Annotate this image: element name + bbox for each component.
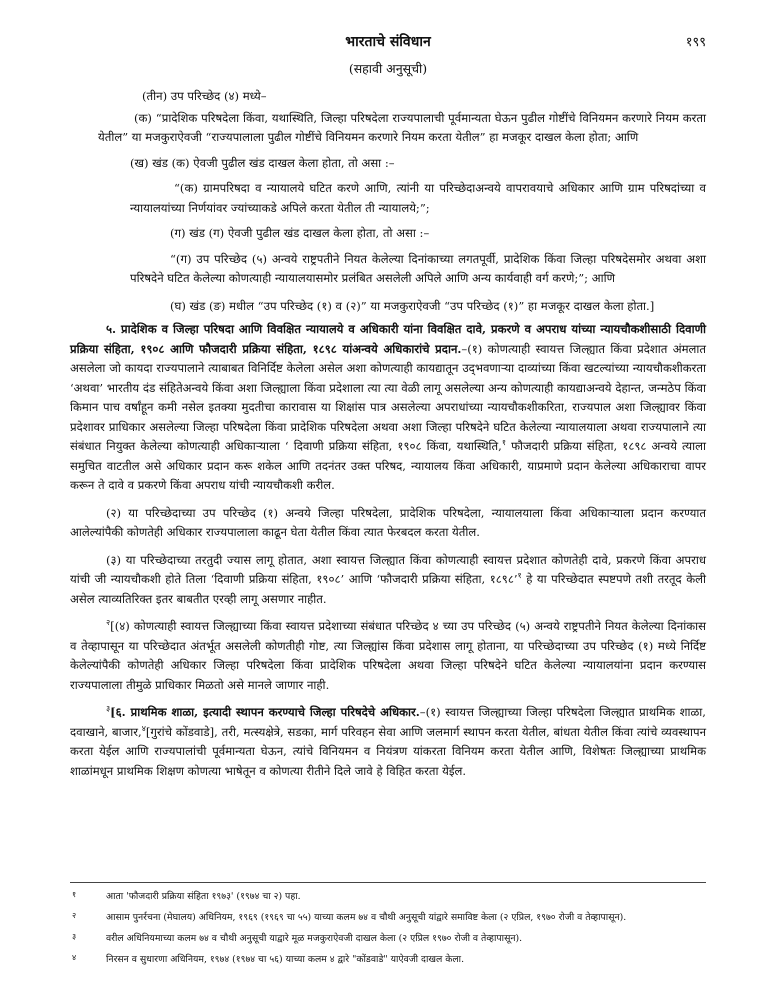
section-5-sub-3-cont: हे या परिच्छेदात स्पष्टपणे तशी तरतूद केली असेल त्याव्यतिरिक्त इतर बाबतीत एरव्ही लागू असणार नाहीत. xyxy=(70,572,706,606)
footnote-number: २ xyxy=(72,911,77,920)
section-5-sub-3-text: (३) या परिच्छेदाच्या तरतुदी ज्यास लागू होतात, अशा स्वायत्त जिल्ह्यात किंवा कोणत्याही स्वायत्त प्रदेशात कोणतेही दावे, प्रकरणे किंवा अपराध यांची जी न्यायचौकशी होते तिला ‘दिवाणी प्रक्रिया संहिता, १९०८’ आणि ‘फौजदारी प्रक्रिया संहिता, १८९८’ xyxy=(70,552,706,586)
quoted-clause-a: “(क) ग्रामपरिषदा व न्यायालये घटित करणे आणि, त्यांनी या परिच्छेदाअन्वये वापरावयाचे अधिकार आणि ग्राम परिषदांच्या व न्यायालयांच्या निर्णयांवर ज्यांच्याकडे अपिले करता येतील ती न्यायालये;”; xyxy=(130,181,706,215)
footnote-text: आता 'फौजदारी प्रक्रिया संहिता १९७३' (१९७४ चा २) पहा. xyxy=(106,891,301,902)
footnote xyxy=(70,932,706,945)
section-5-body: –(१) कोणत्याही स्वायत्त जिल्ह्यात किंवा प्रदेशात अंमलात असलेला जो कायदा राज्यपालाने त्याबाबत विनिर्दिष्ट केलेला असेल अशा कोणत्याही कायद्यातून उद्‌भवणाऱ्या दाव्यांच्या किंवा खटल्यांच्या न्यायचौकशीकरता ‘अथवा’ भारतीय दंड संहितेअन्वये किंवा अशा जिल्ह्याला किंवा प्रदेशाला त्या त्या वेळी लागू असलेल्या अन्य कोणत्याही कायद्याअन्वये देहान्त, जन्मठेप किंवा किमान पाच वर्षांहून कमी नसेल इतक्या मुदतीचा कारावास या शिक्षांस पात्र असलेल्या अपराधांच्या न्यायचौकशीकरिता, राज्यपाल अशा जिल्ह्यावर किंवा प्रदेशावर प्राधिकार असलेल्या जिल्हा परिषदेला किंवा प्रादेशिक परिषदेला अथवा अशा जिल्हा परिषदेने घटित केलेल्या न्यायालयाला अथवा राज्यपालाने त्या संबंधात नियुक्त केलेल्या कोणत्याही अधिकाऱ्याला ‘ दिवाणी प्रक्रिया संहिता, १९०८ किंवा, यथास्थिति, xyxy=(70,341,707,453)
footnote-ref: २ xyxy=(106,618,111,628)
page-number: १९९ xyxy=(685,35,706,50)
section-5 xyxy=(70,320,706,496)
footnotes xyxy=(70,890,706,974)
section-6-body-cont: [गुरांचे कोंडवाडे], तरी, मत्स्यक्षेत्रे, सडका, मार्ग परिवहन सेवा आणि जलमार्ग स्थापन करता येतील, बांधता येतील किंवा त्यांचे व्यवस्थापन करता येईल आणि राज्यपालांची पूर्वमान्यता घेऊन, त्यांचे विनियमन व नियंत्रण यांकरता विनियम करता येतील आणि, विशेषतः जिल्ह्याच्या प्राथमिक शाळांमधून प्राथमिक शिक्षण कोणत्या भाषेतून व कोणत्या रीतीने दिले जावे हे विहित करता येईल. xyxy=(70,724,707,778)
section-5-sub-2: (२) या परिच्छेदाच्या उप परिच्छेद (१) अन्वये जिल्हा परिषदेला, प्रादेशिक परिषदेला, न्यायालयाला किंवा अधिकाऱ्याला प्रदान करण्यात आलेल्यांपैकी कोणतेही अधिकार राज्यपालाला काढून घेता येतील किंवा त्यात फेरबदल करता येतील. xyxy=(70,505,706,539)
footnote-number: ३ xyxy=(72,932,77,941)
section-6 xyxy=(70,703,706,781)
section-5-heading: ५. प्रादेशिक व जिल्हा परिषदा आणि विवक्षित न्यायालये व अधिकारी यांना विवक्षित दावे, प्रकरणे व अपराध यांच्या न्यायचौकशीसाठी दिवाणी प्रक्रिया संहिता, १९०८ आणि फौजदारी प्रक्रिया संहिता, १८९८ यांअन्वये अधिकारांचे प्रदान. xyxy=(70,322,706,356)
section-6-body: –(१) स्वायत्त जिल्ह्याच्या जिल्हा परिषदेला जिल्ह्यात प्राथमिक शाळा, दवाखाने, बाजार, xyxy=(70,705,706,739)
footnote-ref: १ xyxy=(517,571,522,581)
section-5-sub-3 xyxy=(70,551,706,610)
page-header xyxy=(70,28,706,54)
footnote-ref: ४ xyxy=(141,723,146,733)
footnote-number: १ xyxy=(72,890,77,899)
footnote-text: निरसन व सुधारणा अधिनियम, १९७४ (१९७४ चा ५६) याच्या कलम ४ द्वारे "कोंडवाडे" याऐवजी दाखल केला. xyxy=(106,954,465,965)
footnote-ref: १ xyxy=(501,438,507,448)
clause-d: (घ) खंड (ङ) मधील “उप परिच्छेद (१) व (२)” या मजकुराऐवजी “उप परिच्छेद (१)” हा मजकूर दाखल केला होता.] xyxy=(170,298,655,313)
page-title: भारताचे संविधान xyxy=(345,34,431,50)
clause-iii: (तीन) उप परिच्छेद (४) मध्ये– xyxy=(142,89,267,103)
section-5-sub-4 xyxy=(70,617,706,695)
section-5-body-cont: फौजदारी प्रक्रिया संहिता, १८९८ अन्वये त्याला समुचित वाटतील असे अधिकार प्रदान करू शकेल आणि तदनंतर उक्त परिषद, न्यायालय किंवा अधिकारी, याप्रमाणे प्रदान केलेल्या अधिकाराचा वापर करून ते दावे व प्रकरणे किंवा अपराध यांची न्यायचौकशी करील. xyxy=(70,439,706,492)
footnote-text: आसाम पुनर्रचना (मेघालय) अधिनियम, १९६९ (१९६९ चा ५५) याच्या कलम ७४ व चौथी अनुसूची यांद्वारे समाविष्ट केला (२ एप्रिल, १९७० रोजी व तेव्हापासून). xyxy=(106,912,627,923)
clause-b: (ख) खंड (क) ऐवजी पुढील खंड दाखल केला होता, तो असा :– xyxy=(130,155,395,170)
section-5-sub-4-text: [(४) कोणत्याही स्वायत्त जिल्ह्याच्या किंवा स्वायत्त प्रदेशाच्या संबंधात परिच्छेद ४ च्या उप परिच्छेद (५) अन्वये राष्ट्रपतीने नियत केलेल्या दिनांकास व तेव्हापासून या परिच्छेदात अंतर्भूत असलेली कोणतीही गोष्ट, त्या जिल्ह्यांस किंवा प्रदेशास लागू होताना, या परिच्छेदाच्या उप परिच्छेद (१) मध्ये निर्दिष्ट केलेल्यांपैकी कोणतेही अधिकार जिल्हा परिषदेला किंवा प्रादेशिक परिषदेला अथवा जिल्हा परिषदेने घटित केलेल्या न्यायालयांना प्रदान करण्यास राज्यपालाला तीमुळे प्राधिकार मिळतो असे मानले जाणार नाही. xyxy=(70,619,706,692)
footnote xyxy=(70,911,706,924)
clause-a: (क) “प्रादेशिक परिषदेला किंवा, यथास्थिति, जिल्हा परिषदेला राज्यपालाची पूर्वमान्यता घेऊन पुढील गोष्टींचे विनियमन करणारे नियम करता येतील” या मजकुराऐवजी “राज्यपालाला पुढील गोष्टींचे विनियमन करणारे नियम करता येतील” हा मजकूर दाखल केला होता; आणि xyxy=(98,110,706,144)
footnote xyxy=(70,953,706,966)
clause-c: (ग) खंड (ग) ऐवजी पुढील खंड दाखल केला होता, तो असा :– xyxy=(170,226,430,240)
quoted-clause-c: “(ग) उप परिच्छेद (५) अन्वये राष्ट्रपतीने नियत केलेल्या दिनांकाच्या लगतपूर्वी, प्रादेशिक किंवा जिल्हा परिषदेसमोर अथवा अशा परिषदेने घटित केलेल्या कोणत्याही न्यायालयासमोर प्रलंबित असलेली अपिले आणि अन्य कार्यवाही वर्ग करणे;”; आणि xyxy=(130,251,706,285)
footnote-number: ४ xyxy=(72,953,77,962)
section-6-heading: [६. प्राथमिक शाळा, इत्यादी स्थापन करण्याचे जिल्हा परिषदेचे अधिकार. xyxy=(110,705,420,719)
footnote-ref: ३ xyxy=(106,704,111,714)
footnote-divider xyxy=(70,882,706,883)
footnote xyxy=(70,890,706,903)
footnote-text: वरील अधिनियमाच्या कलम ७४ व चौथी अनुसूची याद्वारे मूळ मजकुराऐवजी दाखल केला (२ एप्रिल १९७० रोजी व तेव्हापासून). xyxy=(106,933,523,944)
schedule-subtitle: (सहावी अनुसूची) xyxy=(348,61,428,76)
